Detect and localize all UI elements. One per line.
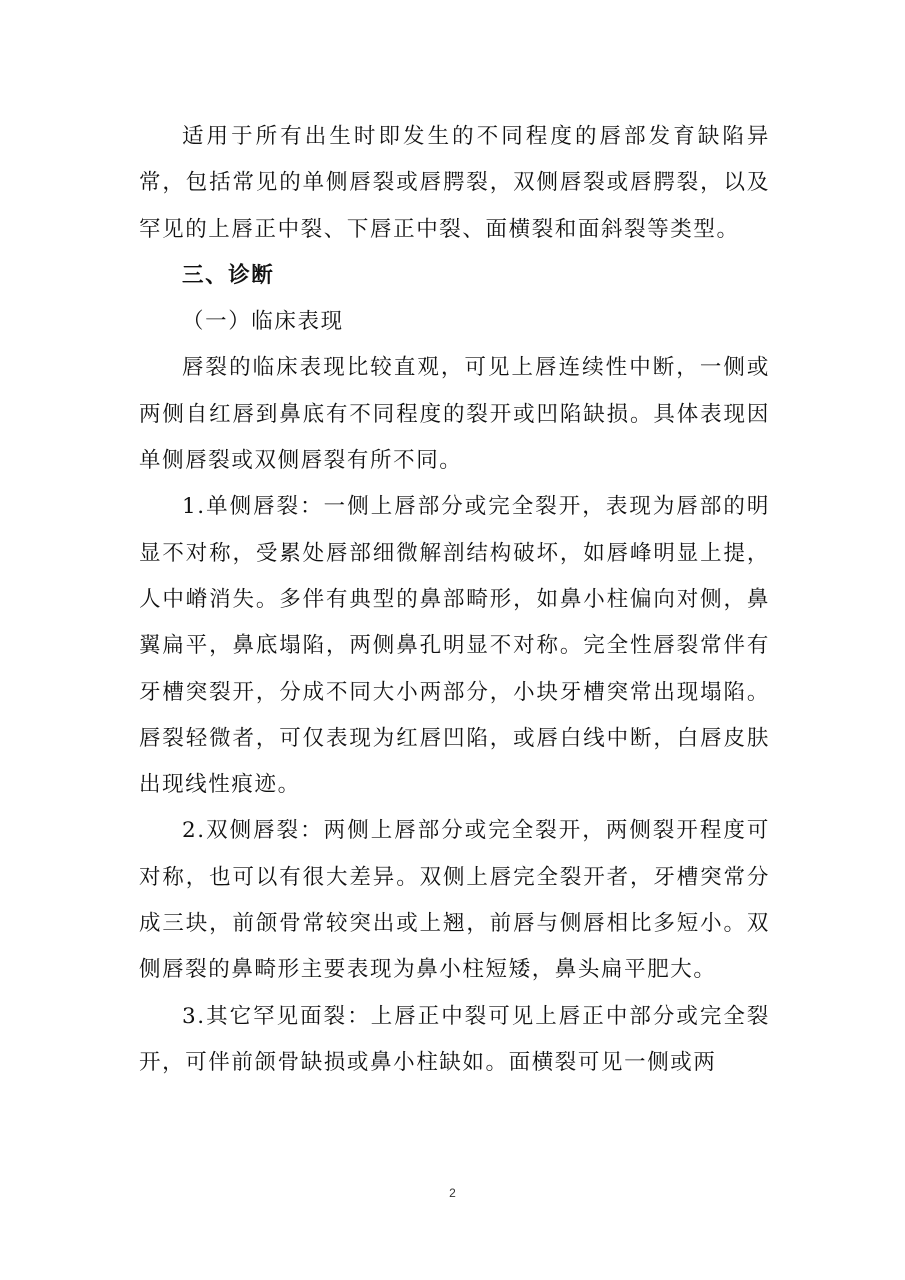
paragraph-rare-facial-clefts: 3.其它罕见面裂：上唇正中裂可见上唇正中部分或完全裂开，可伴前颌骨缺损或鼻小柱缺如。面横裂可见一侧或两	[139, 1003, 770, 1075]
section-heading-diagnosis: 三、诊断	[182, 262, 275, 288]
page-number: 2	[449, 1186, 456, 1200]
document-body	[139, 114, 770, 1086]
paragraph-clinical-overview: 唇裂的临床表现比较直观，可见上唇连续性中断，一侧或两侧自红唇到鼻底有不同程度的裂开或凹陷缺损。具体表现因单侧唇裂或双侧唇裂有所不同。	[139, 355, 770, 474]
paragraph-unilateral-cleft-lip: 1.单侧唇裂：一侧上唇部分或完全裂开，表现为唇部的明显不对称，受累处唇部细微解剖结构破坏，如唇峰明显上提，人中嵴消失。多伴有典型的鼻部畸形，如鼻小柱偏向对侧，鼻翼扁平，鼻底塌陷，两侧鼻孔明显不对称。完全性唇裂常伴有牙槽突裂开，分成不同大小两部分，小块牙槽突常出现塌陷。唇裂轻微者，可仅表现为红唇凹陷，或唇白线中断，白唇皮肤出现线性痕迹。	[139, 494, 770, 798]
paragraph-scope: 适用于所有出生时即发生的不同程度的唇部发育缺陷异常，包括常见的单侧唇裂或唇腭裂，双侧唇裂或唇腭裂，以及罕见的上唇正中裂、下唇正中裂、面横裂和面斜裂等类型。	[139, 124, 770, 242]
subsection-heading-clinical-manifestations: （一）临床表现	[182, 309, 344, 335]
paragraph-bilateral-cleft-lip: 2.双侧唇裂：两侧上唇部分或完全裂开，两侧裂开程度可对称，也可以有很大差异。双侧上唇完全裂开者，牙槽突常分成三块，前颌骨常较突出或上翘，前唇与侧唇相比多短小。双侧唇裂的鼻畸形主要表现为鼻小柱短矮，鼻头扁平肥大。	[139, 818, 770, 983]
